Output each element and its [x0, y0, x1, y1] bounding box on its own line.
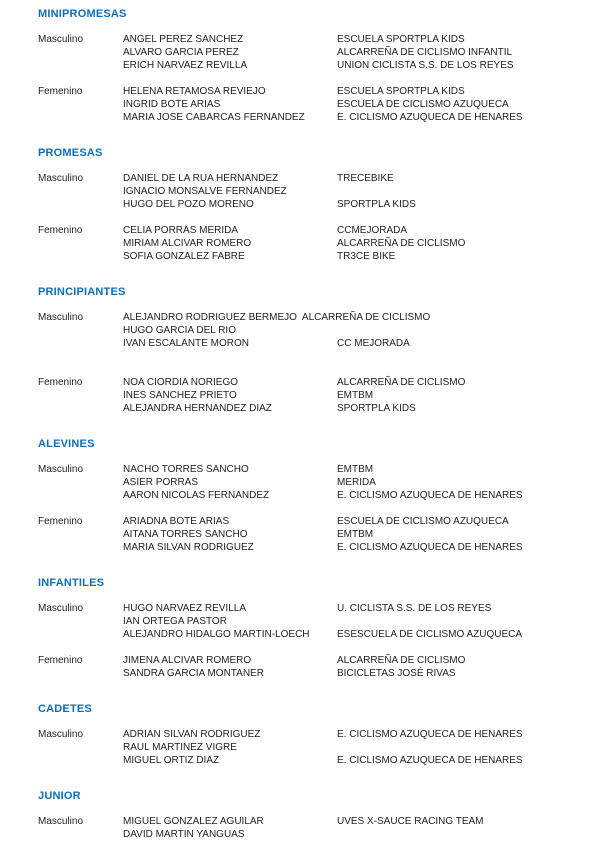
- rider-name: HELENA RETAMOSA REVIEJO: [123, 86, 266, 97]
- club-name: SPORTPLA KIDS: [337, 403, 416, 414]
- rider-rows: [123, 311, 602, 350]
- gender-label-masculino: Masculino: [38, 816, 84, 827]
- club-name: ESCUELA DE CICLISMO AZUQUECA: [337, 99, 509, 110]
- gender-group: [38, 376, 602, 415]
- club-name: U. CICLISTA S.S. DE LOS REYES: [337, 603, 492, 614]
- rider-row: [123, 654, 602, 667]
- gender-group: [38, 815, 602, 841]
- rider-name: MARIA SILVAN RODRIGUEZ: [123, 542, 254, 553]
- section-title: PRINCIPIANTES: [38, 286, 126, 298]
- section-title: ALEVINES: [38, 438, 95, 450]
- rider-name: ERICH NARVAEZ REVILLA: [123, 60, 248, 71]
- rider-row: [123, 337, 602, 350]
- rider-name: MIGUEL ORTIZ DIAZ: [123, 755, 220, 766]
- rider-row: [123, 828, 602, 841]
- rider-name: MARIA JOSE CABARCAS FERNANDEZ: [123, 112, 305, 123]
- gender-label-masculino: Masculino: [38, 173, 84, 184]
- gender-label-masculino: Masculino: [38, 34, 84, 45]
- rider-name: MIGUEL GONZALEZ AGUILAR: [123, 816, 264, 827]
- gender-label-femenino: Femenino: [38, 225, 83, 236]
- gender-label-femenino: Femenino: [38, 516, 83, 527]
- rider-row: [123, 324, 602, 337]
- club-name: E. CICLISMO AZUQUECA DE HENARES: [337, 542, 523, 553]
- rider-name: JIMENA ALCIVAR ROMERO: [123, 655, 252, 666]
- rider-name: ALEJANDRO RODRIGUEZ BERMEJO: [123, 312, 297, 323]
- gender-group: [38, 85, 602, 124]
- gender-label-femenino: Femenino: [38, 377, 83, 388]
- rider-name: SOFIA GONZALEZ FABRE: [123, 251, 245, 262]
- rider-name: ALEJANDRO HIDALGO MARTIN-LOECH: [123, 629, 310, 640]
- club-name: E. CICLISMO AZUQUECA DE HENARES: [337, 112, 523, 123]
- rider-row: [123, 615, 602, 628]
- club-name: E. CICLISMO AZUQUECA DE HENARES: [337, 755, 523, 766]
- section-groups: [38, 728, 602, 767]
- rider-row: [123, 46, 602, 59]
- gender-group: [38, 463, 602, 502]
- rider-row: [123, 463, 602, 476]
- rider-row: [123, 311, 602, 324]
- rider-name: ARIADNA BOTE ARIAS: [123, 516, 230, 527]
- club-name: CCMEJORADA: [337, 225, 408, 236]
- rider-name: MIRIAM ALCIVAR ROMERO: [123, 238, 252, 249]
- section-title: MINIPROMESAS: [38, 8, 127, 20]
- section-groups: [38, 815, 602, 841]
- rider-name: IVAN ESCALANTE MORON: [123, 338, 249, 349]
- rider-rows: [123, 602, 602, 641]
- rider-row: [123, 185, 602, 198]
- section-promesas: [38, 147, 602, 263]
- club-name: ESCUELA DE CICLISMO AZUQUECA: [337, 516, 509, 527]
- section-title: INFANTILES: [38, 577, 105, 589]
- club-name: EMTBM: [337, 464, 374, 475]
- rider-name: ADRIAN SILVAN RODRIGUEZ: [123, 729, 261, 740]
- gender-label-femenino: Femenino: [38, 655, 83, 666]
- gender-group: [38, 728, 602, 767]
- rider-row: [123, 528, 602, 541]
- club-name: E. CICLISMO AZUQUECA DE HENARES: [337, 729, 523, 740]
- rider-row: [123, 515, 602, 528]
- rider-rows: [123, 224, 602, 263]
- sections-list: [38, 8, 602, 841]
- rider-rows: [123, 654, 602, 680]
- gender-group: [38, 311, 602, 350]
- rider-row: [123, 628, 602, 641]
- gender-label-masculino: Masculino: [38, 464, 84, 475]
- rider-name: NACHO TORRES SANCHO: [123, 464, 249, 475]
- club-name: ALCARREÑA DE CICLISMO: [337, 655, 466, 666]
- section-cadetes: [38, 703, 602, 767]
- rider-row: [123, 85, 602, 98]
- rider-row: [123, 728, 602, 741]
- rider-name: RAUL MARTINEZ VIGRE: [123, 742, 237, 753]
- gender-group: [38, 172, 602, 211]
- gender-group: [38, 224, 602, 263]
- rider-row: [123, 389, 602, 402]
- section-minipromesas: [38, 8, 602, 124]
- section-groups: [38, 33, 602, 124]
- rider-rows: [123, 33, 602, 72]
- club-name: ALCARREÑA DE CICLISMO: [301, 312, 431, 323]
- rider-row: [123, 667, 602, 680]
- gender-group: [38, 515, 602, 554]
- club-name: E. CICLISMO AZUQUECA DE HENARES: [337, 490, 523, 501]
- club-name: UNION CICLISTA S.S. DE LOS REYES: [337, 60, 514, 71]
- club-name: ESESCUELA DE CICLISMO AZUQUECA: [337, 629, 523, 640]
- club-name: UVES X-SAUCE RACING TEAM: [337, 816, 484, 827]
- gender-label-masculino: Masculino: [38, 729, 84, 740]
- rider-name: INES SANCHEZ PRIETO: [123, 390, 237, 401]
- rider-row: [123, 815, 602, 828]
- rider-rows: [123, 376, 602, 415]
- rider-name: DAVID MARTIN YANGUAS: [123, 829, 245, 840]
- section-title: CADETES: [38, 703, 92, 715]
- club-name: ESCUELA SPORTPLA KIDS: [337, 34, 465, 45]
- rider-rows: [123, 515, 602, 554]
- rider-row: [123, 172, 602, 185]
- rider-name: AITANA TORRES SANCHO: [123, 529, 248, 540]
- gender-group: [38, 654, 602, 680]
- section-groups: [38, 602, 602, 680]
- rider-row: [123, 198, 602, 211]
- rider-row: [123, 541, 602, 554]
- club-name: TRECEBIKE: [337, 173, 394, 184]
- rider-name: ANGEL PEREZ SANCHEZ: [123, 34, 244, 45]
- rider-row: [123, 98, 602, 111]
- section-alevines: [38, 438, 602, 554]
- rider-row: [123, 250, 602, 263]
- club-name: ALCARREÑA DE CICLISMO: [337, 377, 466, 388]
- rider-name: DANIEL DE LA RUA HERNANDEZ: [123, 173, 279, 184]
- gender-label-masculino: Masculino: [38, 603, 84, 614]
- rider-rows: [123, 172, 602, 211]
- gender-label-masculino: Masculino: [38, 312, 84, 323]
- rider-name: INGRID BOTE ARIAS: [123, 99, 221, 110]
- rider-row: [123, 602, 602, 615]
- rider-row: [123, 489, 602, 502]
- rider-row: [123, 741, 602, 754]
- gender-group: [38, 602, 602, 641]
- rider-row: [123, 111, 602, 124]
- club-name: ALCARREÑA DE CICLISMO INFANTIL: [337, 47, 513, 58]
- section-groups: [38, 172, 602, 263]
- rider-rows: [123, 815, 602, 841]
- rider-name: SANDRA GARCIA MONTANER: [123, 668, 264, 679]
- club-name: EMTBM: [337, 529, 374, 540]
- club-name: SPORTPLA KIDS: [337, 199, 416, 210]
- rider-row: [123, 376, 602, 389]
- section-groups: [38, 463, 602, 554]
- section-groups: [38, 311, 602, 415]
- rider-name: ALEJANDRA HERNANDEZ DIAZ: [123, 403, 272, 414]
- rider-name: HUGO DEL POZO MORENO: [123, 199, 254, 210]
- rider-row: [123, 224, 602, 237]
- rider-name: ALVARO GARCIA PEREZ: [123, 47, 239, 58]
- rider-rows: [123, 728, 602, 767]
- rider-name: IGNACIO MONSALVE FERNANDEZ: [123, 186, 287, 197]
- rider-name: NOA CIORDIA NORIEGO: [123, 377, 239, 388]
- rider-row: [123, 59, 602, 72]
- rider-name: HUGO GARCIA DEL RIO: [123, 325, 236, 336]
- rider-name: CELIA PORRAS MERIDA: [123, 225, 239, 236]
- rider-name: AARON NICOLAS FERNANDEZ: [123, 490, 270, 501]
- rider-name: HUGO NARVAEZ REVILLA: [123, 603, 246, 614]
- rider-name: ASIER PORRAS: [123, 477, 199, 488]
- section-infantiles: [38, 577, 602, 680]
- club-name: CC MEJORADA: [337, 338, 410, 349]
- section-title: JUNIOR: [38, 790, 81, 802]
- club-name: EMTBM: [337, 390, 374, 401]
- section-title: PROMESAS: [38, 147, 103, 159]
- club-name: ESCUELA SPORTPLA KIDS: [337, 86, 465, 97]
- rider-rows: [123, 85, 602, 124]
- section-principiantes: [38, 286, 602, 415]
- club-name: TR3CE BIKE: [337, 251, 396, 262]
- gender-group: [38, 33, 602, 72]
- section-junior: [38, 790, 602, 841]
- club-name: ALCARREÑA DE CICLISMO: [337, 238, 466, 249]
- rider-row: [123, 402, 602, 415]
- rider-row: [123, 33, 602, 46]
- rider-row: [123, 754, 602, 767]
- rider-row: [123, 237, 602, 250]
- rider-name: IAN ORTEGA PASTOR: [123, 616, 227, 627]
- club-name: MERIDA: [337, 477, 376, 488]
- club-name: BICICLETAS JOSÉ RIVAS: [337, 668, 456, 679]
- rider-row: [123, 476, 602, 489]
- rider-rows: [123, 463, 602, 502]
- gender-label-femenino: Femenino: [38, 86, 83, 97]
